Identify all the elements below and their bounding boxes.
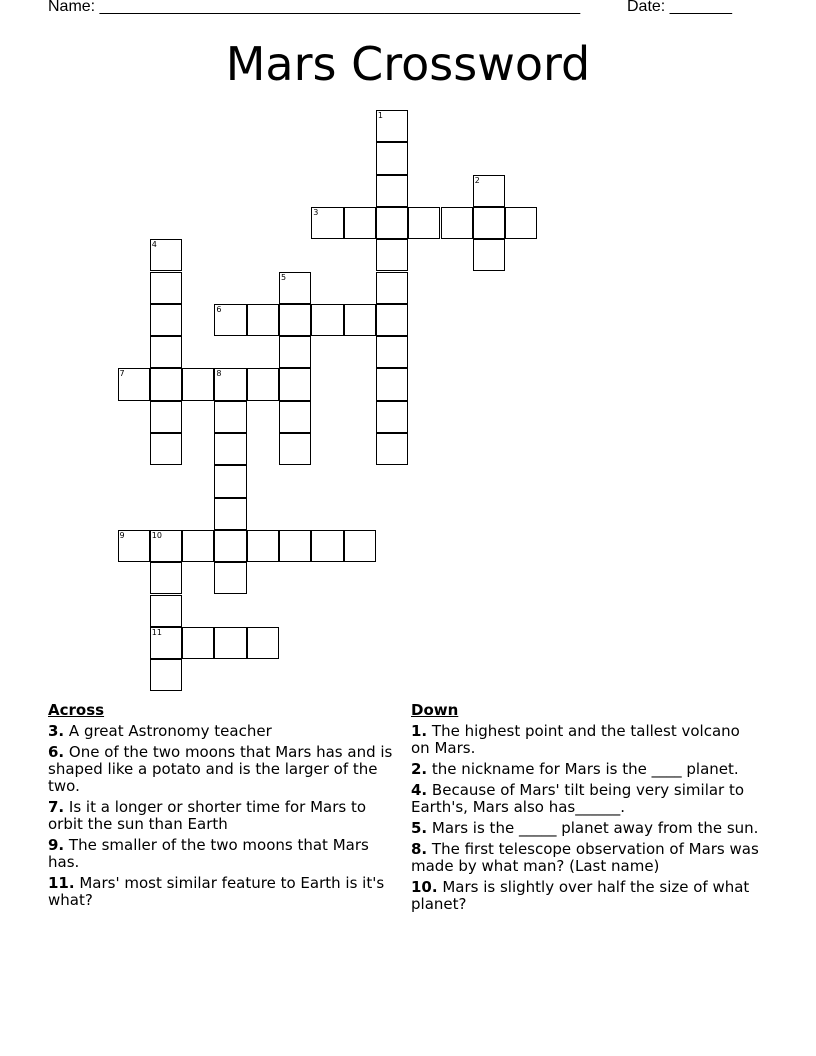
crossword-cell[interactable] bbox=[505, 207, 537, 239]
cell-number: 11 bbox=[151, 627, 162, 637]
crossword-cell[interactable] bbox=[214, 498, 246, 530]
crossword-cell[interactable] bbox=[182, 368, 214, 400]
clue-text: Mars is the _____ planet away from the sun. bbox=[431, 819, 759, 837]
cell-number: 3 bbox=[313, 207, 319, 217]
clue-text: The highest point and the tallest volcano on Mars. bbox=[411, 722, 740, 757]
crossword-cell[interactable] bbox=[279, 530, 311, 562]
clue-text: The first telescope observation of Mars was made by what man? (Last name) bbox=[411, 840, 759, 875]
crossword-cell[interactable] bbox=[441, 207, 473, 239]
clue-across-11 bbox=[48, 875, 404, 909]
crossword-cell[interactable] bbox=[376, 207, 408, 239]
crossword-cell[interactable] bbox=[473, 207, 505, 239]
clue-across-6 bbox=[48, 744, 404, 795]
cell-number: 1 bbox=[377, 111, 383, 120]
crossword-cell[interactable] bbox=[150, 433, 182, 465]
crossword-cell[interactable] bbox=[376, 368, 408, 400]
clue-text: the nickname for Mars is the ____ planet. bbox=[431, 760, 739, 778]
clue-number: 7. bbox=[48, 798, 65, 816]
crossword-cell[interactable] bbox=[279, 272, 311, 304]
down-clues bbox=[411, 702, 761, 917]
crossword-cell[interactable] bbox=[473, 175, 505, 207]
cell-number: 5 bbox=[281, 272, 287, 282]
cell-number: 4 bbox=[151, 240, 157, 250]
crossword-cell[interactable] bbox=[214, 304, 246, 336]
cell-number: 10 bbox=[151, 530, 162, 540]
crossword-cell[interactable] bbox=[247, 530, 279, 562]
crossword-cell[interactable] bbox=[376, 142, 408, 174]
across-clues bbox=[48, 702, 404, 913]
clue-down-10 bbox=[411, 879, 761, 913]
crossword-cell[interactable] bbox=[214, 465, 246, 497]
clue-number: 10. bbox=[411, 878, 438, 896]
crossword-cell[interactable] bbox=[279, 368, 311, 400]
across-heading: Across bbox=[48, 701, 105, 719]
crossword-cell[interactable] bbox=[150, 595, 182, 627]
crossword-cell[interactable] bbox=[344, 207, 376, 239]
clue-text: Is it a longer or shorter time for Mars to orbit the sun than Earth bbox=[48, 798, 367, 833]
crossword-cell[interactable] bbox=[150, 401, 182, 433]
crossword-cell[interactable] bbox=[279, 336, 311, 368]
clue-number: 11. bbox=[48, 874, 75, 892]
crossword-cell[interactable] bbox=[247, 304, 279, 336]
clue-number: 2. bbox=[411, 760, 428, 778]
clue-text: Mars is slightly over half the size of what planet? bbox=[411, 878, 750, 913]
clue-number: 1. bbox=[411, 722, 428, 740]
crossword-cell[interactable] bbox=[311, 207, 343, 239]
crossword-cell[interactable] bbox=[247, 368, 279, 400]
clue-number: 3. bbox=[48, 722, 65, 740]
cell-number: 6 bbox=[216, 304, 222, 314]
crossword-cell[interactable] bbox=[376, 304, 408, 336]
crossword-cell[interactable] bbox=[279, 304, 311, 336]
crossword-cell[interactable] bbox=[214, 530, 246, 562]
clue-down-8 bbox=[411, 841, 761, 875]
clue-down-4 bbox=[411, 782, 761, 816]
clue-number: 8. bbox=[411, 840, 428, 858]
clue-text: One of the two moons that Mars has and is shaped like a potato and is the larger of the two. bbox=[48, 743, 393, 795]
crossword-cell[interactable] bbox=[376, 433, 408, 465]
clue-across-9 bbox=[48, 837, 404, 871]
clue-across-3 bbox=[48, 723, 404, 740]
crossword-cell[interactable] bbox=[214, 401, 246, 433]
clue-text: Mars' most similar feature to Earth is it's what? bbox=[48, 874, 385, 909]
crossword-cell[interactable] bbox=[150, 336, 182, 368]
crossword-cell[interactable] bbox=[150, 368, 182, 400]
crossword-cell[interactable] bbox=[118, 368, 150, 400]
crossword-cell[interactable] bbox=[311, 304, 343, 336]
clue-down-1 bbox=[411, 723, 761, 757]
cell-number: 2 bbox=[474, 175, 480, 185]
clue-number: 6. bbox=[48, 743, 65, 761]
crossword-cell[interactable] bbox=[150, 562, 182, 594]
date-field-label: Date: _______ bbox=[627, 0, 732, 15]
cell-number: 8 bbox=[216, 369, 222, 379]
clue-number: 4. bbox=[411, 781, 428, 799]
crossword-cell[interactable] bbox=[182, 627, 214, 659]
clue-across-7 bbox=[48, 799, 404, 833]
crossword-cell[interactable] bbox=[376, 175, 408, 207]
clue-down-5 bbox=[411, 820, 761, 837]
crossword-cell[interactable] bbox=[214, 627, 246, 659]
name-field-label: Name: ______________________________________________________ bbox=[48, 0, 581, 15]
crossword-cell[interactable] bbox=[344, 304, 376, 336]
crossword-cell[interactable] bbox=[311, 530, 343, 562]
crossword-cell[interactable] bbox=[214, 368, 246, 400]
page-title: Mars Crossword bbox=[225, 37, 591, 91]
crossword-cell[interactable] bbox=[150, 659, 182, 691]
crossword-cell[interactable] bbox=[214, 433, 246, 465]
clue-text: The smaller of the two moons that Mars has. bbox=[48, 836, 369, 871]
cell-number: 7 bbox=[119, 369, 125, 379]
crossword-cell[interactable] bbox=[376, 336, 408, 368]
clue-text: Because of Mars' tilt being very similar to Earth's, Mars also has______. bbox=[411, 781, 745, 816]
crossword-cell[interactable] bbox=[150, 304, 182, 336]
crossword-cell[interactable] bbox=[150, 627, 182, 659]
crossword-cell[interactable] bbox=[182, 530, 214, 562]
crossword-cell[interactable] bbox=[473, 239, 505, 271]
crossword-cell[interactable] bbox=[408, 207, 440, 239]
cell-number: 9 bbox=[119, 530, 125, 540]
crossword-cell[interactable] bbox=[150, 530, 182, 562]
clue-down-2 bbox=[411, 761, 761, 778]
clue-number: 5. bbox=[411, 819, 428, 837]
crossword-cell[interactable] bbox=[376, 272, 408, 304]
crossword-cell[interactable] bbox=[150, 239, 182, 271]
crossword-cell[interactable] bbox=[376, 239, 408, 271]
crossword-cell[interactable] bbox=[279, 433, 311, 465]
crossword-cell[interactable] bbox=[150, 272, 182, 304]
clue-text: A great Astronomy teacher bbox=[68, 722, 272, 740]
crossword-cell[interactable] bbox=[376, 401, 408, 433]
down-heading: Down bbox=[411, 701, 459, 719]
crossword-cell[interactable] bbox=[247, 627, 279, 659]
clue-number: 9. bbox=[48, 836, 65, 854]
crossword-cell[interactable] bbox=[118, 530, 150, 562]
crossword-cell[interactable] bbox=[214, 562, 246, 594]
crossword-cell[interactable] bbox=[344, 530, 376, 562]
crossword-cell[interactable] bbox=[279, 401, 311, 433]
crossword-cell[interactable] bbox=[376, 110, 408, 142]
